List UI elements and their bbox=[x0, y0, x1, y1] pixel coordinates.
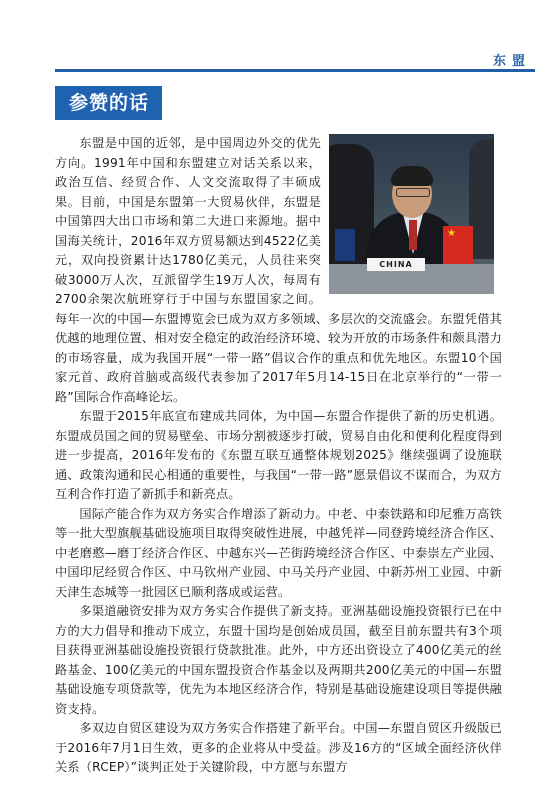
star-icon: ★ bbox=[447, 228, 456, 239]
paragraph: 国际产能合作为双方务实合作增添了新动力。中老、中泰铁路和印尼雅万高铁等一批大型旗舰基础设施项目取得突破性进展，中越凭祥—同登跨境经济合作区、中老磨憨—磨丁经济合作区、中越东兴—芒街跨境经济合作区、中泰崇左产业园、中国印尼经贸合作区、中马钦州产业园、中马关丹产业园、中新苏州工业园、中新天津生态城等一批园区已顺利落成或运营。 bbox=[55, 506, 502, 599]
paragraph: 东盟是中国的近邻，是中国周边外交的优先方向。1991年中国和东盟建立对话关系以来，政治互信、经贸合作、人文交流取得了丰硕成果。目前，中国是东盟第一大贸易伙伴，东盟是中国第四大出口市场和第二大进口来源地。据中国海关统计，2016年双方贸易额达到4522亿美元，双向投资累计达1780亿美元，人员往来突破3000万人次，互派留学生19万人次，每周有2700余架次航班穿行于中国与东盟国家之间。每年一次的中国—东盟博览会已成为双方多领域、多层次的交流盛会。东盟凭借其优越的地理位置、相对安全稳定的政治经济环境、较为开放的市场条件和颇具潜力的市场容量，成为我国开展“一带一路”倡议合作的重点和优先地区。东盟10个国家元首、政府首脑或高级代表参加了2017年5月14-15日在北京举行的“一带一路”国际合作高峰论坛。 bbox=[55, 136, 502, 404]
paragraph: 东盟于2015年底宣布建成共同体，为中国—东盟合作提供了新的历史机遇。东盟成员国之间的贸易壁垒、市场分割被逐步打破，贸易自由化和便利化程度得到进一步提高，2016年发布的《东盟互联互通整体规划2025》继续强调了设施联通、政策沟通和民心相通的重要性，与我国“一带一路”愿景倡议不谋而合，为双方互利合作打造了新抓手和新亮点。 bbox=[55, 409, 502, 501]
article-body bbox=[55, 134, 502, 778]
paragraph: 多双边自贸区建设为双方务实合作搭建了新平台。中国—东盟自贸区升级版已于2016年7月1日生效，更多的企业将从中受益。涉及16方的“区域全面经济伙伴关系（RCEP）”谈判正处于关键阶段，中方愿与东盟方 bbox=[55, 721, 502, 774]
section-header-label: 东盟 bbox=[492, 54, 531, 69]
nameplate: CHINA bbox=[367, 258, 425, 271]
paragraph: 多渠道融资安排为双方务实合作提供了新支持。亚洲基础设施投资银行已在中方的大力倡导和推动下成立，东盟十国均是创始成员国，截至目前东盟共有3个项目获得亚洲基础设施投资银行贷款批准。此外，中方还出资设立了400亿美元的丝路基金、100亿美元的中国东盟投资合作基金以及两期共200亿美元的中国—东盟基础设施专项贷款等，优先为本地区经济合作，特别是基础设施建设项目等提供融资支持。 bbox=[55, 604, 502, 716]
header-rule bbox=[55, 69, 535, 72]
section-banner: 参赞的话 bbox=[55, 86, 162, 120]
